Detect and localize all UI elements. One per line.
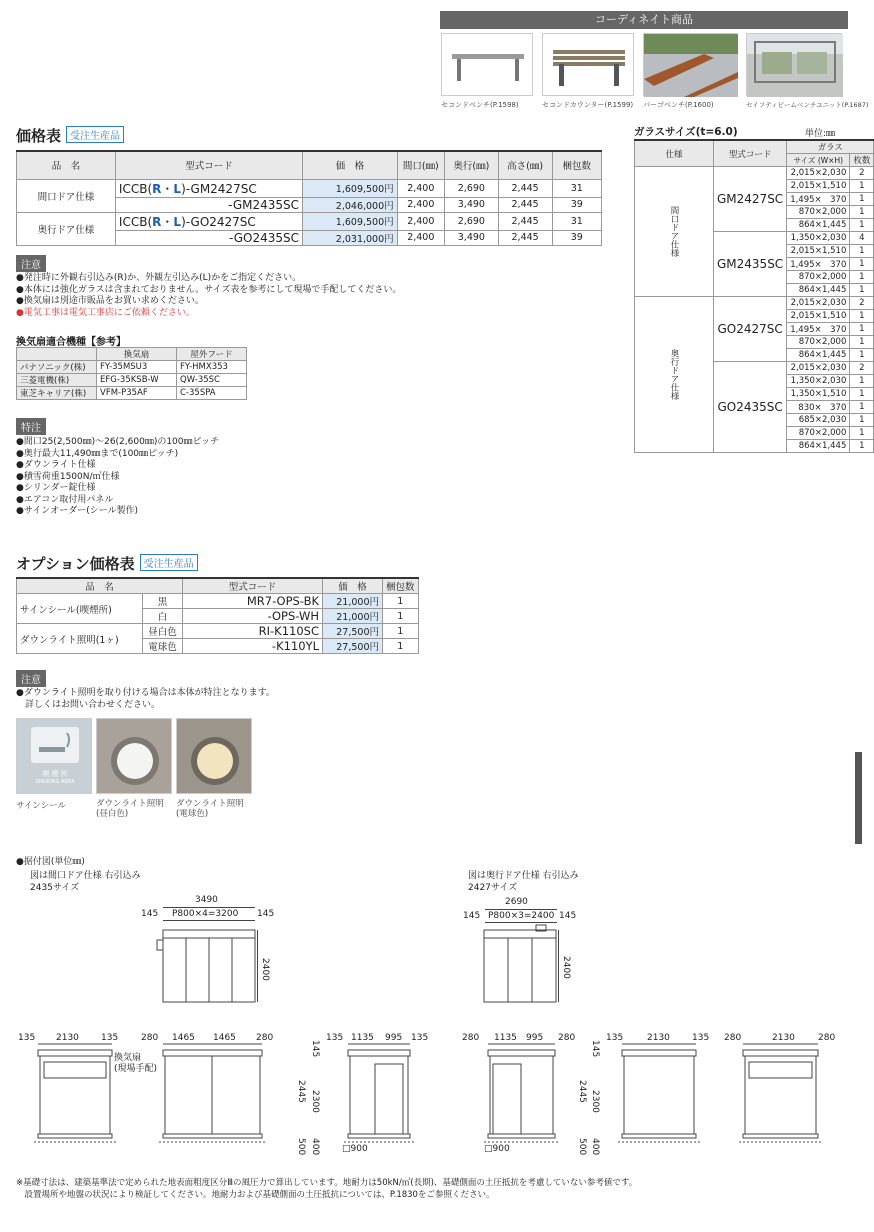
table-row: 間口ドア仕様 ICCB(R・L)-GM2427SC 1,609,500円 2,400 2,690 2,445 31	[17, 179, 602, 197]
notes2-label: 注意	[16, 670, 46, 687]
table-row: 奥行ドア仕様 GO2427SC 2,015×2,030 2	[635, 297, 874, 310]
table-row: パナソニック(株) FY-35MSU3 FY-HMX353	[17, 361, 247, 374]
table-row: 864×1,445 1	[635, 284, 874, 297]
pergo-bench-image	[643, 33, 737, 96]
right-drawing-size: 2427サイズ	[468, 883, 518, 893]
table-row: 864×1,445 1	[635, 440, 874, 453]
table-row: 三菱電機(株) EFG-35KSB-W QW-35SC	[17, 374, 247, 387]
counter-image	[542, 33, 634, 96]
page-edge-tab	[855, 752, 862, 844]
table-row: 奥行ドア仕様 ICCB(R・L)-GO2427SC 1,609,500円 2,400 2,690 2,445 31	[17, 212, 602, 230]
table-row: 白 -OPS-WH 21,000円 1	[17, 609, 419, 624]
left-plan-svg	[155, 925, 265, 1005]
option-table-title: オプション価格表 受注生産品	[16, 553, 198, 574]
table-row: 東芝キャリア(株) VFM-P35AF C-35SPA	[17, 387, 247, 400]
table-row: 830× 370 1	[635, 401, 874, 414]
table-row: 1,350×2,030 1	[635, 375, 874, 388]
made-to-order-badge: 受注生産品	[140, 554, 198, 571]
left-drawing-size: 2435サイズ	[30, 883, 80, 893]
table-row: 2,015×1,510 1	[635, 245, 874, 258]
table-row: -GM2435SC 2,046,000円 2,400 3,490 2,445 39	[17, 197, 602, 212]
special-label: 特注	[16, 418, 46, 435]
price-table: 品 名 型式コード 価 格 間口(㎜) 奥行(㎜) 高さ(㎜) 梱包数 間口ドア仕様 ICCB(R・L)-GM2427SC 1,609,500円 2,400 2,690 2,445 31 -GM2435SC 2,046,000円 2,400 3,490 2,445 39 奥行ドア仕様 ICCB(R・L)-GO2427SC 1,609,500円 2,400 2,690 2,445 31 -GO2435SC 2,031,000円 2,400 3,490 2,445 39	[16, 150, 602, 246]
glass-table-title: ガラスサイズ(t=6.0)	[634, 126, 738, 138]
table-row: 1,350×1,510 1	[635, 388, 874, 401]
downlight-daylight-image	[96, 718, 172, 794]
table-row: 870×2,000 1	[635, 336, 874, 349]
safety-beam-image	[746, 33, 842, 96]
table-row: 1,495× 370 1	[635, 193, 874, 206]
coordinate-header: コーディネイト商品	[440, 11, 848, 29]
table-row: 間口ドア仕様 GM2427SC 2,015×2,030 2	[635, 167, 874, 180]
pergo-caption: パーゴベンチ(P.1600)	[643, 101, 714, 109]
safety-caption: セイフティビームベンチユニット(P.1687)	[746, 101, 869, 109]
table-row: 1,495× 370 1	[635, 323, 874, 336]
table-row: 864×1,445 1	[635, 219, 874, 232]
glass-unit: 単位:㎜	[805, 129, 836, 139]
table-row: GM2435SC 1,350×2,030 4	[635, 232, 874, 245]
sign-caption: サインシール	[16, 801, 67, 811]
table-row: 1,495× 370 1	[635, 258, 874, 271]
table-row: 864×1,445 1	[635, 349, 874, 362]
fan-note: 換気扇 (現場手配)	[114, 1053, 158, 1074]
glass-table: 仕様 型式コード ガラス サイズ (W×H) 枚数 間口ドア仕様 GM2427SC 2,015×2,030 2 2,015×1,510 1 1,495× 370 1 870×2,000 1 864×1,445 1 GM2435SC 1,350×2,030 4 2,015×1,510 1 1,495× 370 1 870×2,000 1 864×1,445 1 奥行ドア仕様 GO2427SC 2,015×2,030 2 2,015×1,510 1 1,495× 370 1 870×2,000 1 864×1,445 1 GO2435SC 2,015×2,030 2 1,350×2,030 1 1,350×1,510 1 830× 370 1 685×2,030 1 870×2,000 1 864×1,445 1	[634, 139, 874, 453]
bench-image	[441, 33, 533, 96]
table-row: 870×2,000 1	[635, 206, 874, 219]
notes2-list: ●ダウンライト照明を取り付ける場合は本体が特注となります。 詳しくはお問い合わせください。	[16, 688, 275, 710]
option-table: 品 名 型式コード 価 格 梱包数 サインシール(喫煙所) 黒 MR7-OPS-BK 21,000円 1 白 -OPS-WH 21,000円 1 ダウンライト照明(1ヶ) 昼白色 RI-K110SC 27,500円 1 電球色 -K110YL 27,500円 1	[16, 577, 419, 654]
table-row: 電球色 -K110YL 27,500円 1	[17, 639, 419, 654]
fan-table: 換気扇 屋外フード パナソニック(株) FY-35MSU3 FY-HMX353 三菱電機(株) EFG-35KSB-W QW-35SC 東芝キャリア(株) VFM-P35AF C-35SPA	[16, 347, 247, 400]
drawing-title: ●据付図(単位㎜)	[16, 857, 85, 867]
elevation-drawings	[10, 1030, 855, 1170]
table-row: 870×2,000 1	[635, 427, 874, 440]
right-plan-svg	[478, 925, 568, 1005]
table-row: GO2435SC 2,015×2,030 2	[635, 362, 874, 375]
table-row: 2,015×1,510 1	[635, 180, 874, 193]
notes-label: 注意	[16, 255, 46, 272]
made-to-order-badge: 受注生産品	[66, 126, 124, 143]
table-row: ダウンライト照明(1ヶ) 昼白色 RI-K110SC 27,500円 1	[17, 624, 419, 639]
notes-list: ●発注時に外観右引込み(R)か、外観左引込み(L)かをご指定ください。 ●本体には強化ガラスは含まれておりません。サイズ表を参考にして現場で手配してください。 ●換気扇は別途市販品をお買い求めください。 ●電気工事は電気工事店にご依頼ください。	[16, 273, 402, 318]
downlight-warm-image	[176, 718, 252, 794]
right-drawing-caption: 図は奥行ドア仕様 右引込み	[468, 871, 579, 881]
daylight-caption: ダウンライト照明 (昼白色)	[96, 799, 164, 819]
table-row: 2,015×1,510 1	[635, 310, 874, 323]
table-row: -GO2435SC 2,031,000円 2,400 3,490 2,445 39	[17, 230, 602, 245]
table-row: 685×2,030 1	[635, 414, 874, 427]
warm-caption: ダウンライト照明 (電球色)	[176, 799, 244, 819]
bench-caption: セコンドベンチ(P.1598)	[441, 101, 519, 109]
table-row: サインシール(喫煙所) 黒 MR7-OPS-BK 21,000円 1	[17, 594, 419, 609]
left-drawing-caption: 図は間口ドア仕様 右引込み	[30, 871, 141, 881]
table-row: 870×2,000 1	[635, 271, 874, 284]
sign-seal-image: 喫 煙 所 SMOKING AREA	[16, 718, 92, 794]
fan-table-title: 換気扇適合機種【参考】	[16, 337, 126, 348]
counter-caption: セコンドカウンター(P.1599)	[542, 101, 634, 109]
footer-notes: ※基礎寸法は、建築基準法で定められた地表面粗度区分Ⅲの風圧力で算出しています。地耐力は50kN/㎡(長期)、基礎側面の土圧抵抗を考慮していない参考値です。 設置場所や地盤の状況により検証してください。地耐力および基礎側面の土圧抵抗については、P.1830をご参照ください。	[16, 1178, 638, 1200]
price-table-title: 価格表 受注生産品	[16, 125, 124, 146]
special-list: ●間口25(2,500㎜)～26(2,600㎜)の100㎜ピッチ ●奥行最大11,490㎜まで(100㎜ピッチ) ●ダウンライト仕様 ●積雪荷重1500N/㎡仕様 ●シリンダー錠仕様 ●エアコン取付用パネル ●サインオーダー(シール製作)	[16, 437, 220, 516]
